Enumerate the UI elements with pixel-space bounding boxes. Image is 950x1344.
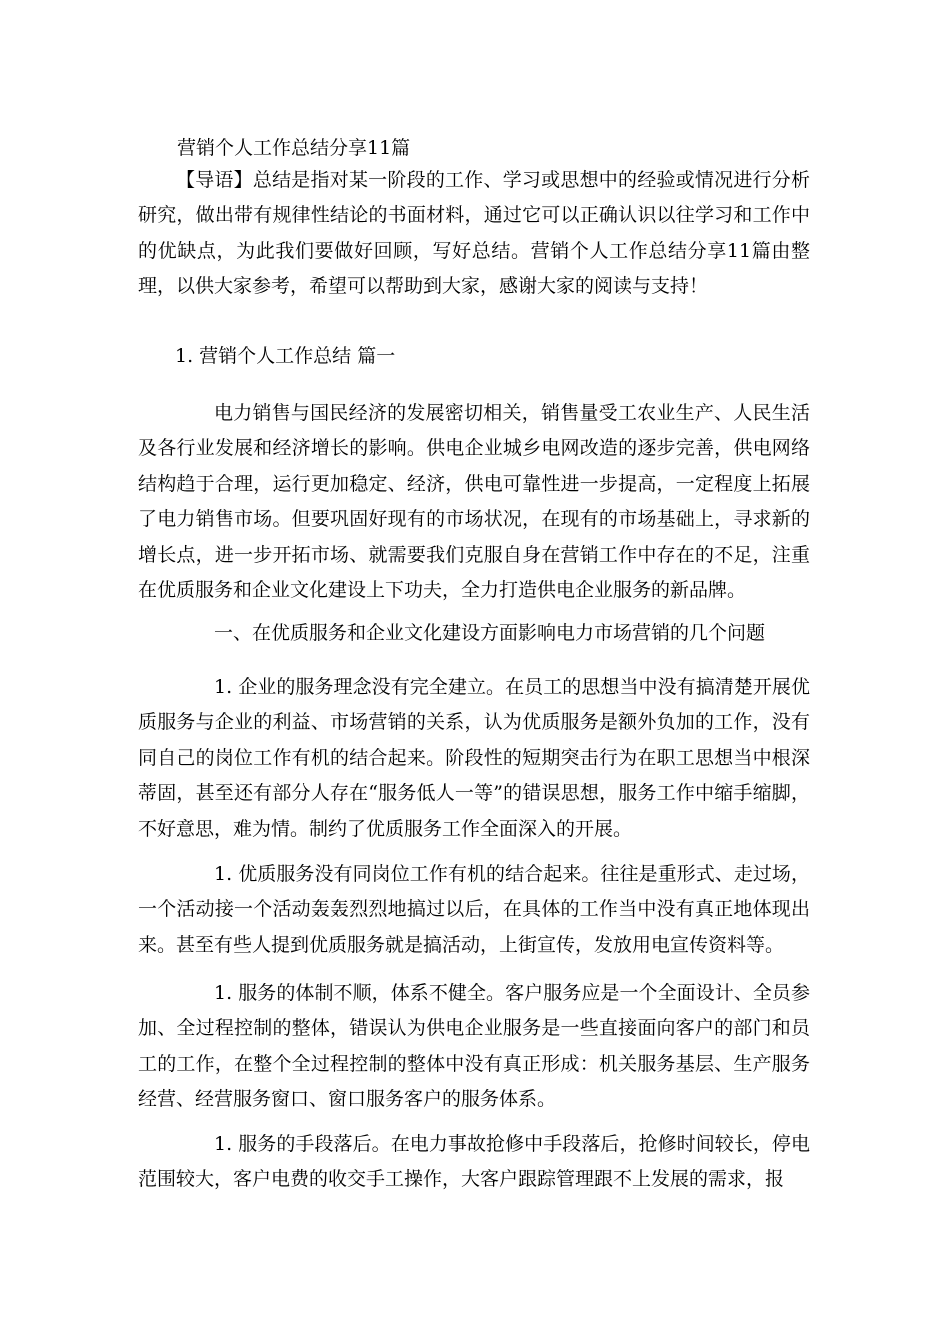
document-title: 营销个人工作总结分享11篇 <box>177 137 411 159</box>
list-item: 1. 服务的手段落后。在电力事故抢修中手段落后，抢修时间较长，停电范围较大，客户电费的收交手工操作，大客户跟踪管理跟不上发展的需求，报 <box>138 1133 810 1191</box>
section-paragraph: 电力销售与国民经济的发展密切相关，销售量受工农业生产、人民生活及各行业发展和经济增长的影响。供电企业城乡电网改造的逐步完善，供电网络结构趋于合理，运行更加稳定、经济，供电可靠性进一步提高，一定程度上拓展了电力销售市场。但要巩固好现有的市场状况，在现有的市场基础上，寻求新的增长点，进一步开拓市场、就需要我们克服自身在营销工作中存在的不足，注重在优质服务和企业文化建设上下功夫，全力打造供电企业服务的新品牌。 <box>138 402 810 602</box>
subsection-heading: 一、在优质服务和企业文化建设方面影响电力市场营销的几个问题 <box>214 622 766 644</box>
intro-paragraph: 【导语】总结是指对某一阶段的工作、学习或思想中的经验或情况进行分析研究，做出带有规律性结论的书面材料，通过它可以正确认识以往学习和工作中的优缺点，为此我们要做好回顾，写好总结。营销个人工作总结分享11篇由整理，以供大家参考，希望可以帮助到大家，感谢大家的阅读与支持！ <box>138 169 810 298</box>
list-item: 1. 企业的服务理念没有完全建立。在员工的思想当中没有搞清楚开展优质服务与企业的利益、市场营销的关系，认为优质服务是额外负加的工作，没有同自己的岗位工作有机的结合起来。阶段性的短期突击行为在职工思想当中根深蒂固，甚至还有部分人存在“服务低人一等”的错误思想，服务工作中缩手缩脚，不好意思，难为情。制约了优质服务工作全面深入的开展。 <box>138 676 810 840</box>
section-heading: 1. 营销个人工作总结 篇一 <box>175 345 396 367</box>
list-item: 1. 服务的体制不顺，体系不健全。客户服务应是一个全面设计、全员参加、全过程控制的整体，错误认为供电企业服务是一些直接面向客户的部门和员工的工作，在整个全过程控制的整体中没有真正形成：机关服务基层、生产服务经营、经营服务窗口、窗口服务客户的服务体系。 <box>138 982 810 1111</box>
list-item: 1. 优质服务没有同岗位工作有机的结合起来。往往是重形式、走过场，一个活动接一个活动轰轰烈烈地搞过以后，在具体的工作当中没有真正地体现出来。甚至有些人提到优质服务就是搞活动，上街宣传，发放用电宣传资料等。 <box>138 863 810 956</box>
